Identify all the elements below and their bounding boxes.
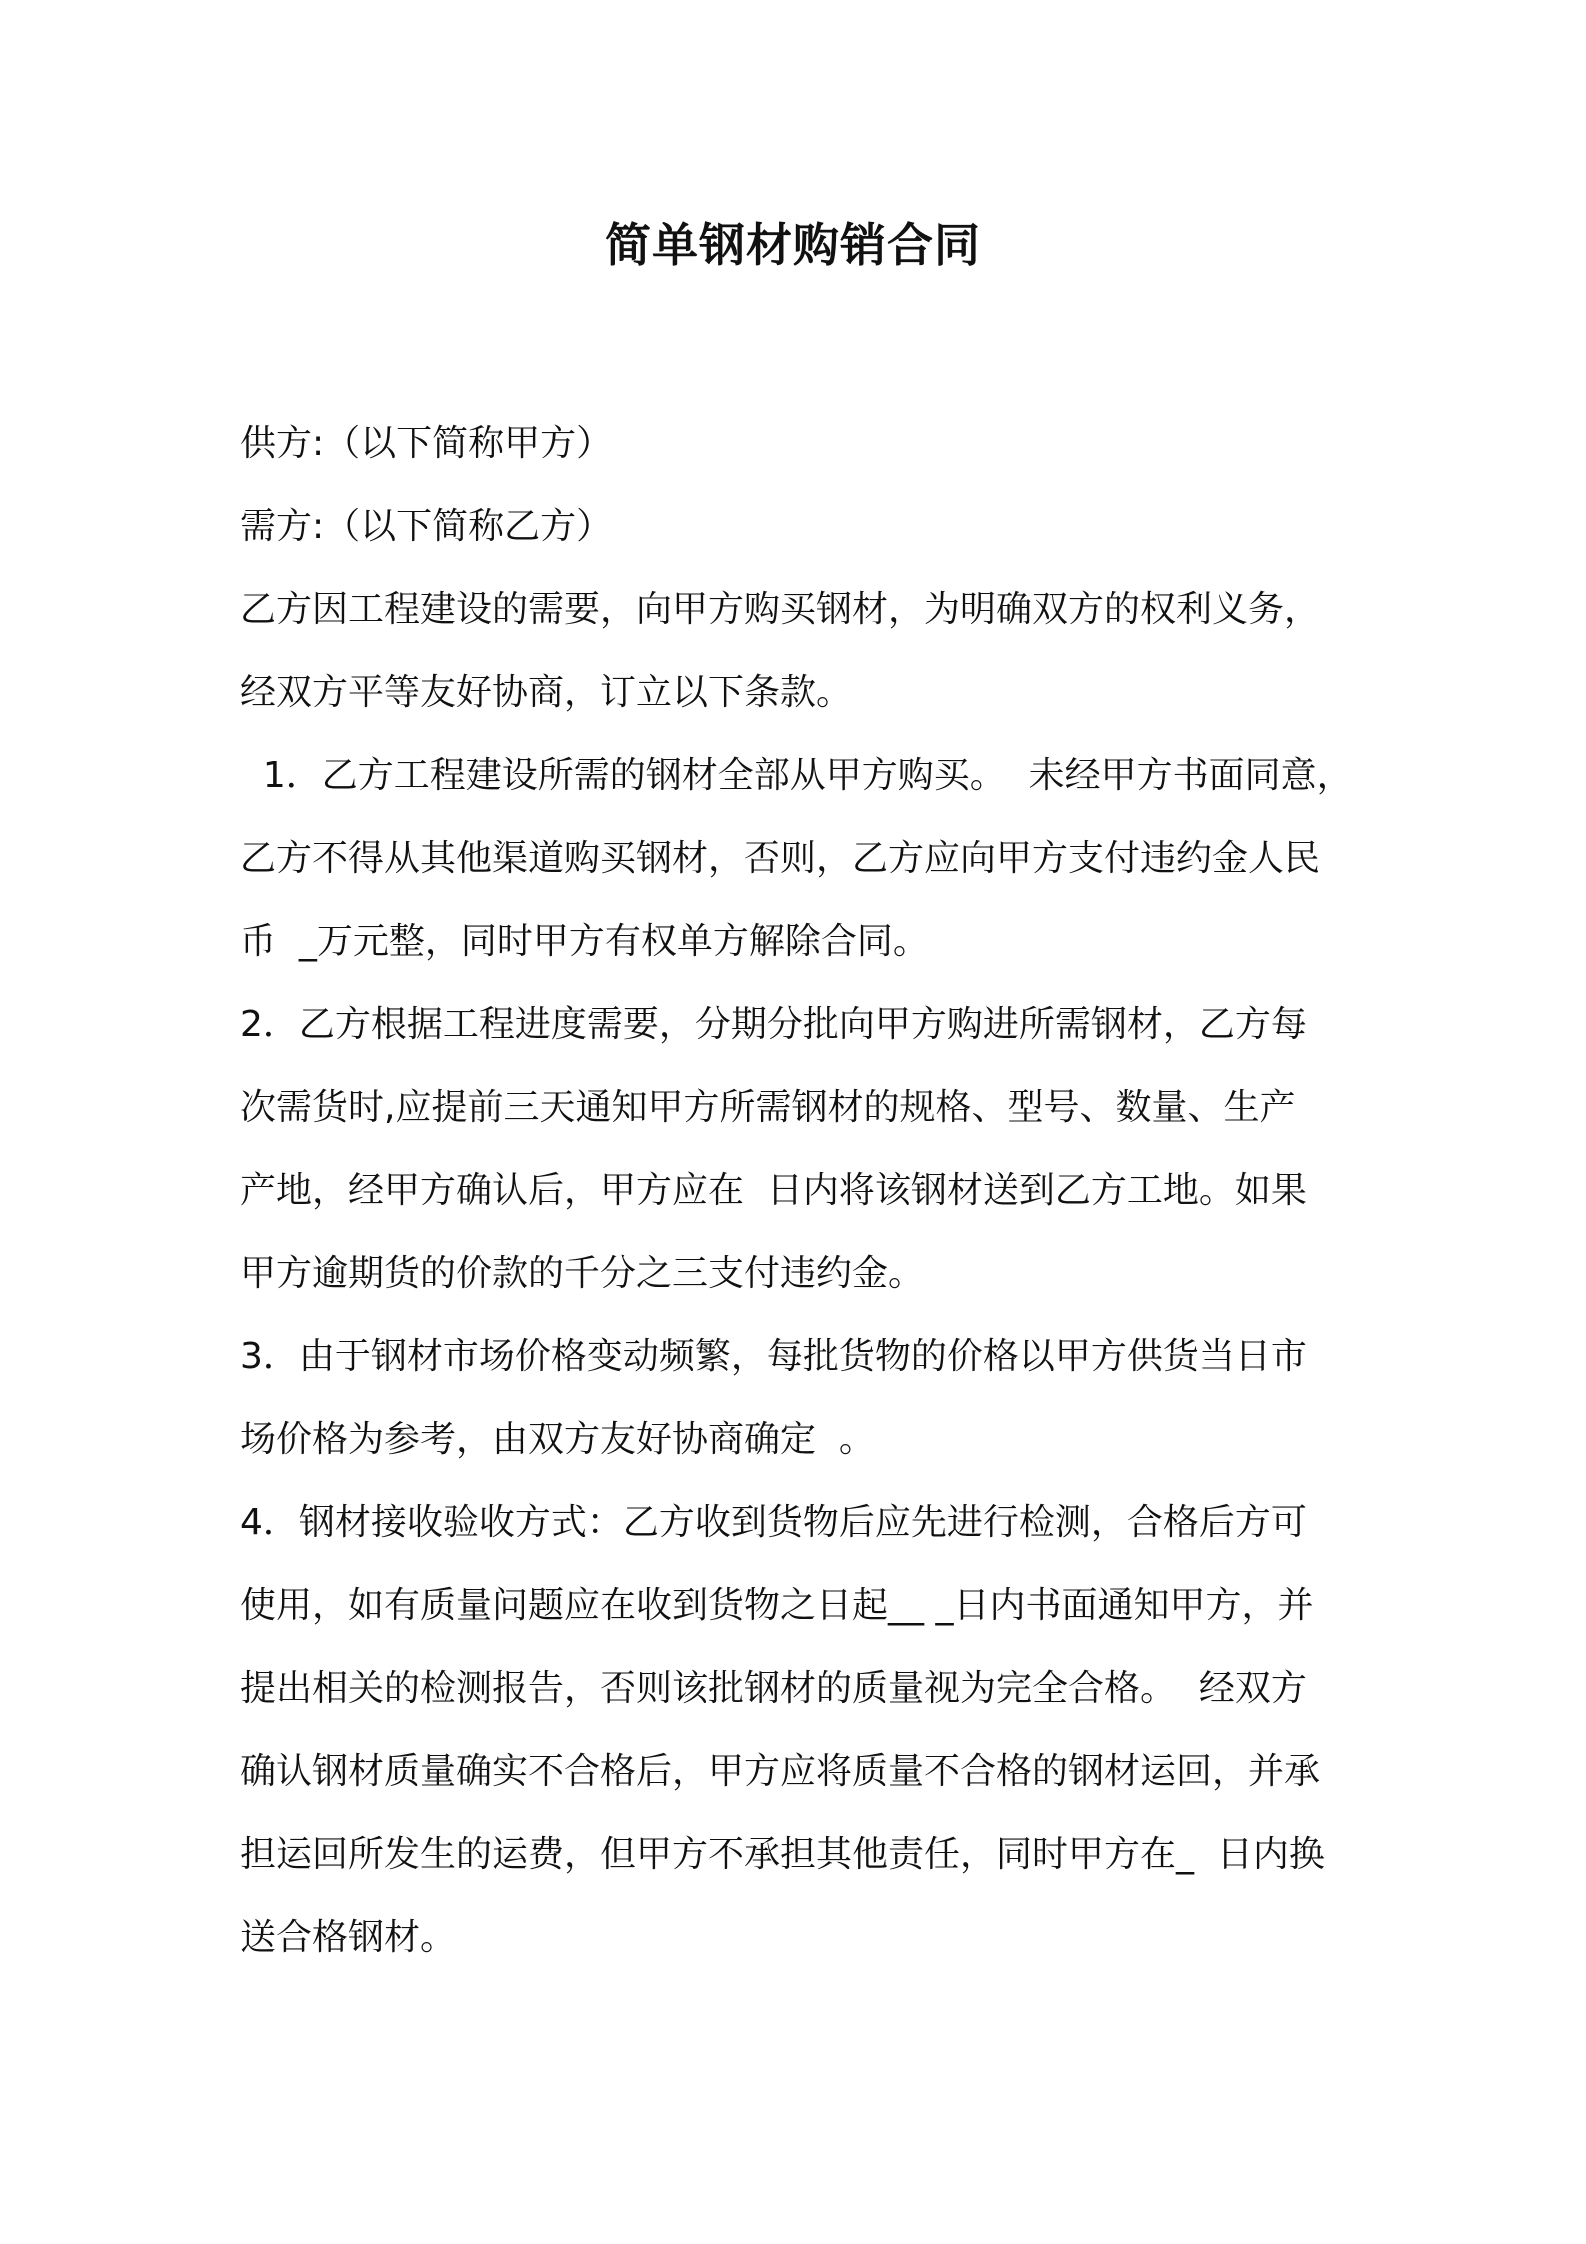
preamble-line: 经双方平等友好协商，订立以下条款。 (240, 672, 853, 713)
clause-4-line: 4．钢材接收验收方式：乙方收到货物后应先进行检测，合格后方可 (240, 1502, 1307, 1543)
preamble-line: 乙方因工程建设的需要，向甲方购买钢材，为明确双方的权利义务， (240, 589, 1321, 630)
clause-4-line: 确认钢材质量确实不合格后，甲方应将质量不合格的钢材运回，并承 (240, 1751, 1321, 1792)
clause-4-line: 提出相关的检测报告，否则该批钢材的质量视为完全合格。 经双方 (240, 1668, 1307, 1709)
clause-2-line: 甲方逾期货的价款的千分之三支付违约金。 (240, 1253, 925, 1294)
clause-3-line: 3．由于钢材市场价格变动频繁，每批货物的价格以甲方供货当日市 (240, 1336, 1307, 1377)
clause-3-line: 场价格为参考，由双方友好协商确定 。 (240, 1419, 875, 1460)
clause-4-line: 送合格钢材。 (240, 1917, 457, 1958)
buyer-line: 需方:（以下简称乙方） (240, 506, 613, 547)
clause-1-line: 1．乙方工程建设所需的钢材全部从甲方购买。 未经甲方书面同意， (240, 755, 1353, 796)
document-title: 简单钢材购销合同 (605, 218, 981, 272)
supplier-line: 供方:（以下简称甲方） (240, 423, 613, 464)
clause-2-line: 产地，经甲方确认后，甲方应在 日内将该钢材送到乙方工地。如果 (240, 1170, 1307, 1211)
clause-4-line: 使用，如有质量问题应在收到货物之日起__ _日内书面通知甲方，并 (240, 1585, 1314, 1626)
clause-1-line: 乙方不得从其他渠道购买钢材，否则，乙方应向甲方支付违约金人民 (240, 838, 1321, 879)
clause-2-line: 次需货时,应提前三天通知甲方所需钢材的规格、型号、数量、生产 (240, 1087, 1296, 1128)
clause-1-line: 币 _万元整，同时甲方有权单方解除合同。 (240, 921, 929, 962)
clause-4-line: 担运回所发生的运费，但甲方不承担其他责任，同时甲方在_ 日内换 (240, 1834, 1325, 1875)
document-body (240, 402, 1360, 1979)
clause-2-line: 2．乙方根据工程进度需要，分期分批向甲方购进所需钢材，乙方每 (240, 1004, 1307, 1045)
